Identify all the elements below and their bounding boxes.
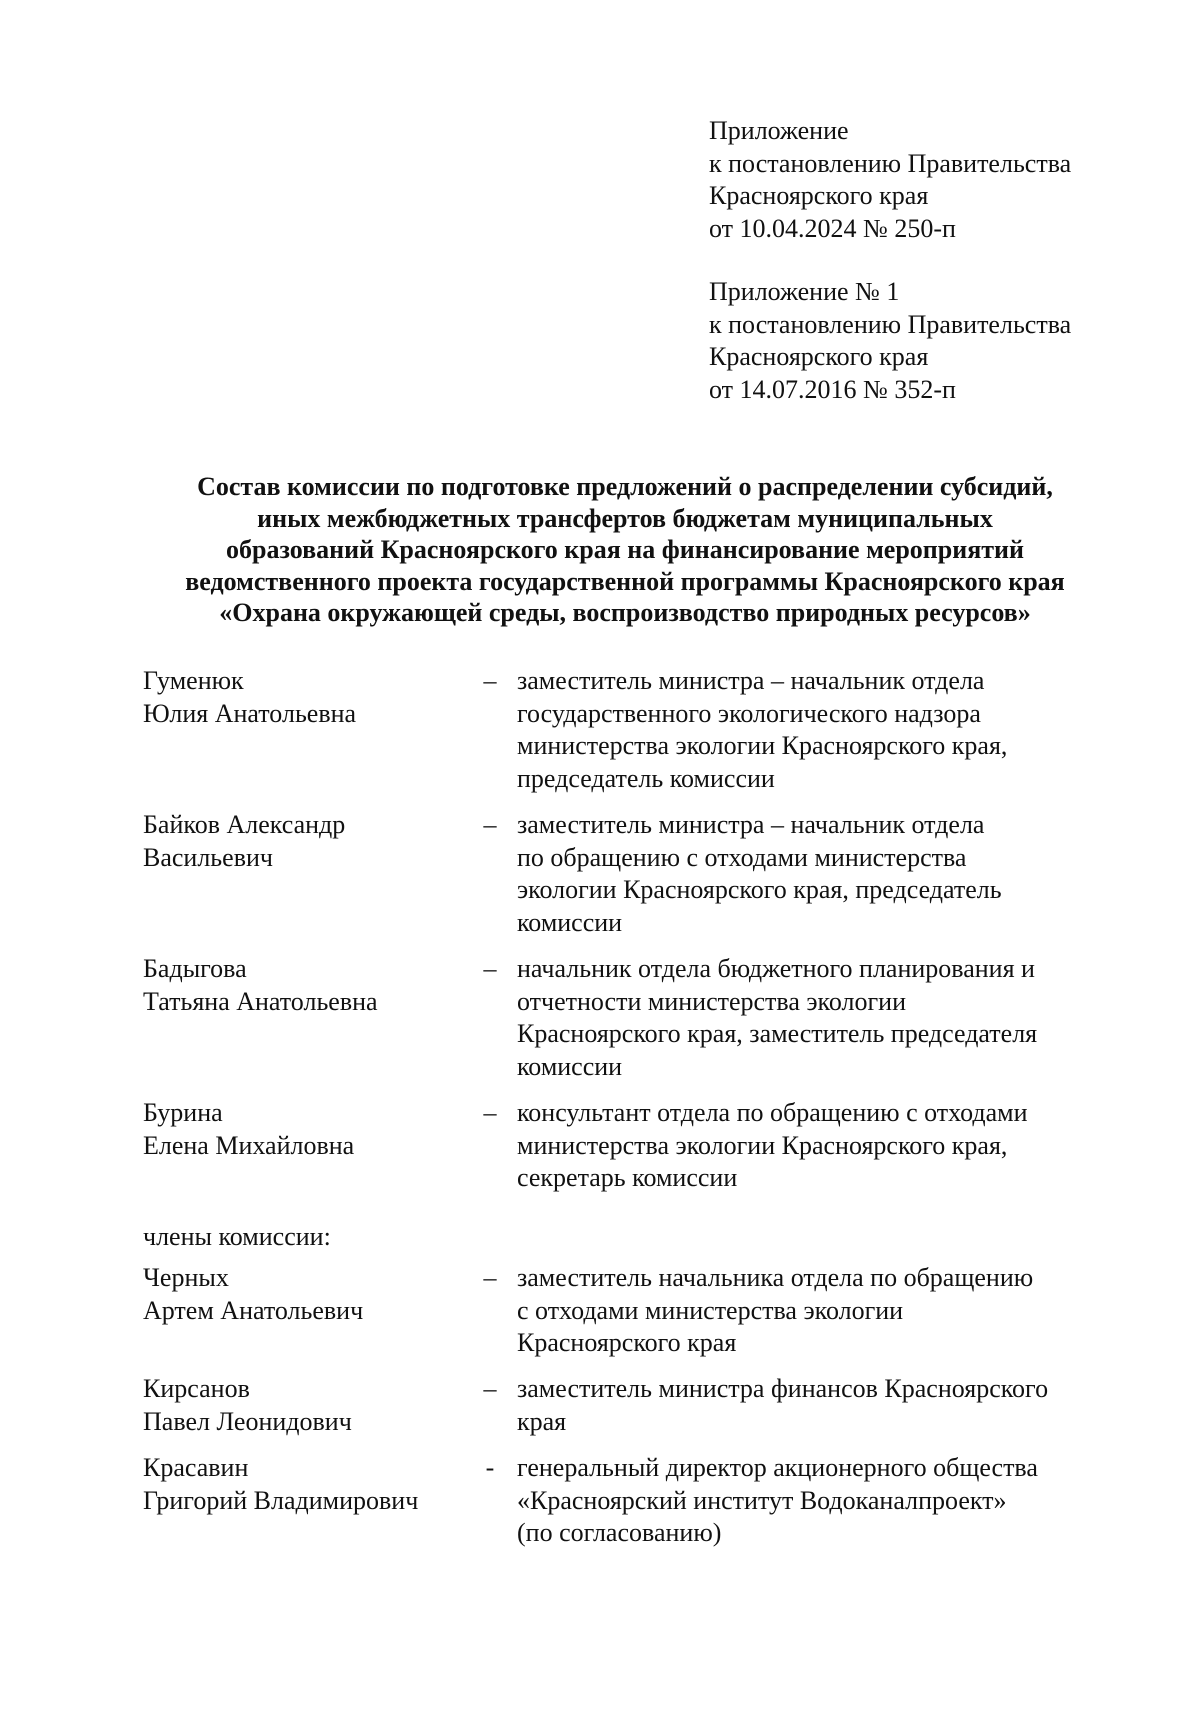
member-role-line: начальник отдела бюджетного планирования и: [517, 954, 1035, 983]
member-role-line: края: [517, 1406, 567, 1436]
member-role-line: комиссии: [517, 1051, 623, 1081]
member-name-line: Бурина: [143, 1098, 223, 1127]
member-role-line: (по согласованию): [517, 1518, 722, 1547]
member-name: [143, 1097, 473, 1162]
member-role-line: министерства экологии Красноярского края,: [517, 731, 1008, 760]
appendix-line: Красноярского края: [709, 342, 929, 371]
member-role-line: Красноярского края: [517, 1328, 737, 1357]
appendix-header-original: [709, 276, 1169, 406]
dash-separator: –: [483, 1098, 497, 1127]
member-role-line: отчетности министерства экологии: [517, 986, 906, 1016]
title-line: Состав комиссии по подготовке предложений о распределении субсидий,: [197, 472, 1053, 501]
member-name-line: Татьяна Анатольевна: [143, 986, 378, 1016]
member-role: [517, 953, 1077, 1083]
appendix-line: Приложение № 1: [709, 277, 900, 306]
member-role: [517, 665, 1077, 795]
member-role-line: по обращению с отходами министерства: [517, 842, 967, 872]
member-name-line: Юлия Анатольевна: [143, 698, 357, 728]
members-section-label: члены комиссии:: [143, 1222, 331, 1251]
member-role: [517, 1262, 1077, 1360]
member-role-line: консультант отдела по обращению с отходами: [517, 1098, 1028, 1127]
member-role-line: генеральный директор акционерного общества: [517, 1453, 1038, 1482]
appendix-line: Красноярского края: [709, 181, 929, 210]
dash-separator: -: [485, 1453, 495, 1482]
member-role-line: заместитель министра – начальник отдела: [517, 666, 985, 695]
title-line: ведомственного проекта государственной программы Красноярского края: [185, 566, 1065, 596]
member-name-line: Кирсанов: [143, 1374, 250, 1403]
member-role-line: экологии Красноярского края, председатель: [517, 875, 1002, 904]
dash-separator: –: [483, 666, 497, 695]
appendix-line: к постановлению Правительства: [709, 309, 1072, 339]
member-role: [517, 1452, 1077, 1550]
member-role-line: заместитель начальника отдела по обращению: [517, 1263, 1034, 1292]
dash-separator: –: [483, 954, 497, 983]
member-name-line: Красавин: [143, 1453, 249, 1482]
dash-separator: –: [483, 1374, 497, 1403]
member-name-line: Васильевич: [143, 842, 273, 872]
member-role-line: министерства экологии Красноярского края,: [517, 1130, 1008, 1160]
appendix-line: от 14.07.2016 № 352-п: [709, 374, 956, 404]
title-line: «Охрана окружающей среды, воспроизводство природных ресурсов»: [219, 598, 1031, 627]
appendix-line: к постановлению Правительства: [709, 148, 1072, 178]
member-name: [143, 1373, 473, 1438]
member-role-line: председатель комиссии: [517, 763, 775, 793]
member-role-line: государственного экологического надзора: [517, 698, 981, 728]
member-role: [517, 1373, 1077, 1438]
member-role-line: заместитель министра финансов Красноярского: [517, 1374, 1049, 1403]
member-name-line: Черных: [143, 1263, 229, 1292]
document-title: [130, 471, 1120, 629]
member-name-line: Григорий Владимирович: [143, 1485, 419, 1515]
member-name-line: Павел Леонидович: [143, 1406, 352, 1436]
member-role-line: «Красноярский институт Водоканалпроект»: [517, 1485, 1007, 1515]
member-role-line: Красноярского края, заместитель председателя: [517, 1019, 1038, 1048]
dash-separator: –: [483, 1263, 497, 1292]
appendix-line: от 10.04.2024 № 250-п: [709, 213, 956, 243]
member-name: [143, 1452, 473, 1517]
appendix-header-current: [709, 115, 1169, 245]
member-role-line: заместитель министра – начальник отдела: [517, 810, 985, 839]
member-name: [143, 665, 473, 730]
member-name: [143, 1262, 473, 1327]
member-name: [143, 953, 473, 1018]
member-role-line: секретарь комиссии: [517, 1163, 738, 1192]
member-name-line: Артем Анатольевич: [143, 1295, 364, 1325]
member-name: [143, 809, 473, 874]
member-role: [517, 1097, 1077, 1195]
member-role-line: комиссии: [517, 907, 623, 937]
member-name-line: Елена Михайловна: [143, 1130, 355, 1160]
member-name-line: Байков Александр: [143, 810, 346, 839]
member-name-line: Бадыгова: [143, 954, 247, 983]
dash-separator: –: [483, 810, 497, 839]
member-role: [517, 809, 1077, 939]
title-line: образований Красноярского края на финансирование мероприятий: [225, 535, 1024, 564]
member-name-line: Гуменюк: [143, 666, 244, 695]
title-line: иных межбюджетных трансфертов бюджетам муниципальных: [257, 503, 993, 533]
appendix-line: Приложение: [709, 116, 849, 145]
member-role-line: с отходами министерства экологии: [517, 1295, 904, 1325]
